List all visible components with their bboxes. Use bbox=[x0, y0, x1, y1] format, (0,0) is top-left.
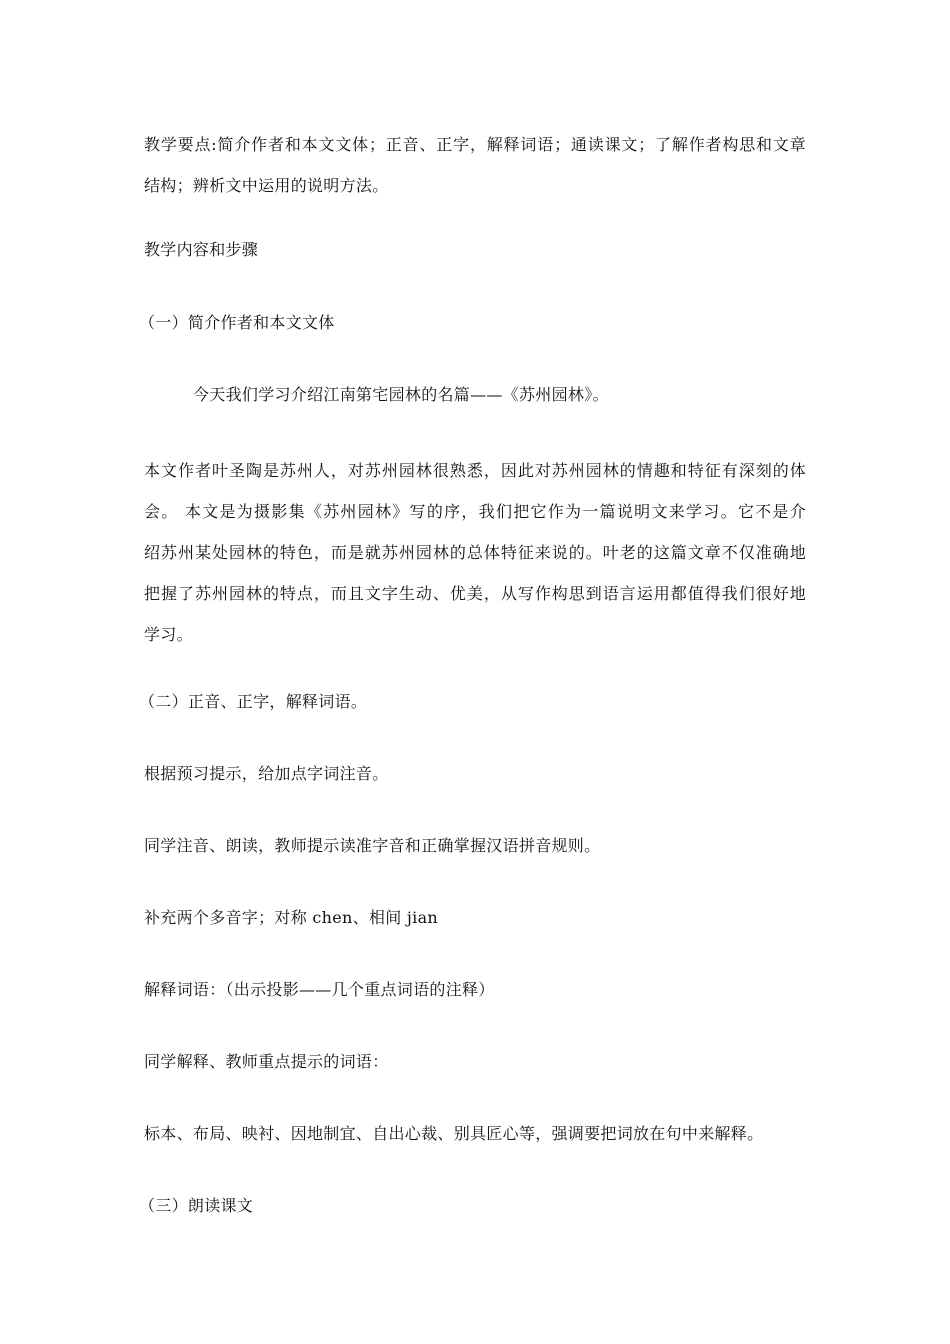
section-title: 教学内容和步骤 bbox=[144, 240, 259, 259]
part2-paragraph-5: 同学解释、教师重点提示的词语： bbox=[144, 1052, 389, 1071]
part1-body-line-4: 把握了苏州园林的特点，而且文字生动、优美，从写作构思到语言运用都值得我们很好地 bbox=[144, 584, 806, 603]
part1-body-line-3: 绍苏州某处园林的特色，而是就苏州园林的总体特征来说的。叶老的这篇文章不仅准确地 bbox=[144, 543, 806, 562]
part1-intro: 今天我们学习介绍江南第宅园林的名篇——《苏州园林》。 bbox=[193, 385, 609, 404]
part2-paragraph-2: 同学注音、朗读，教师提示读准字音和正确掌握汉语拼音规则。 bbox=[144, 836, 601, 855]
part2-paragraph-4: 解释词语：（出示投影——几个重点词语的注释） bbox=[144, 980, 495, 999]
part1-body-line-2: 会。 本文是为摄影集《苏州园林》写的序，我们把它作为一篇说明文来学习。它不是介 bbox=[144, 502, 806, 521]
part1-body-line-1: 本文作者叶圣陶是苏州人，对苏州园林很熟悉，因此对苏州园林的情趣和特征有深刻的体 bbox=[144, 461, 806, 480]
part1-heading: （一）简介作者和本文文体 bbox=[139, 313, 335, 332]
teaching-points-line-1: 教学要点:简介作者和本文文体；正音、正字，解释词语；通读课文；了解作者构思和文章 bbox=[144, 135, 806, 154]
part2-heading: （二）正音、正字，解释词语。 bbox=[139, 692, 368, 711]
part3-heading: （三）朗读课文 bbox=[139, 1196, 254, 1215]
part2-paragraph-3: 补充两个多音字；对称 chen、相间 jian bbox=[144, 908, 439, 927]
part1-body-line-5: 学习。 bbox=[144, 625, 193, 644]
part2-paragraph-1: 根据预习提示，给加点字词注音。 bbox=[144, 764, 389, 783]
part1-body-paragraph bbox=[144, 450, 806, 655]
part2-paragraph-6: 标本、布局、映衬、因地制宜、自出心裁、别具匠心等，强调要把词放在句中来解释。 bbox=[144, 1124, 764, 1143]
teaching-points-line-2: 结构；辨析文中运用的说明方法。 bbox=[144, 176, 389, 195]
teaching-points-paragraph bbox=[144, 124, 806, 206]
